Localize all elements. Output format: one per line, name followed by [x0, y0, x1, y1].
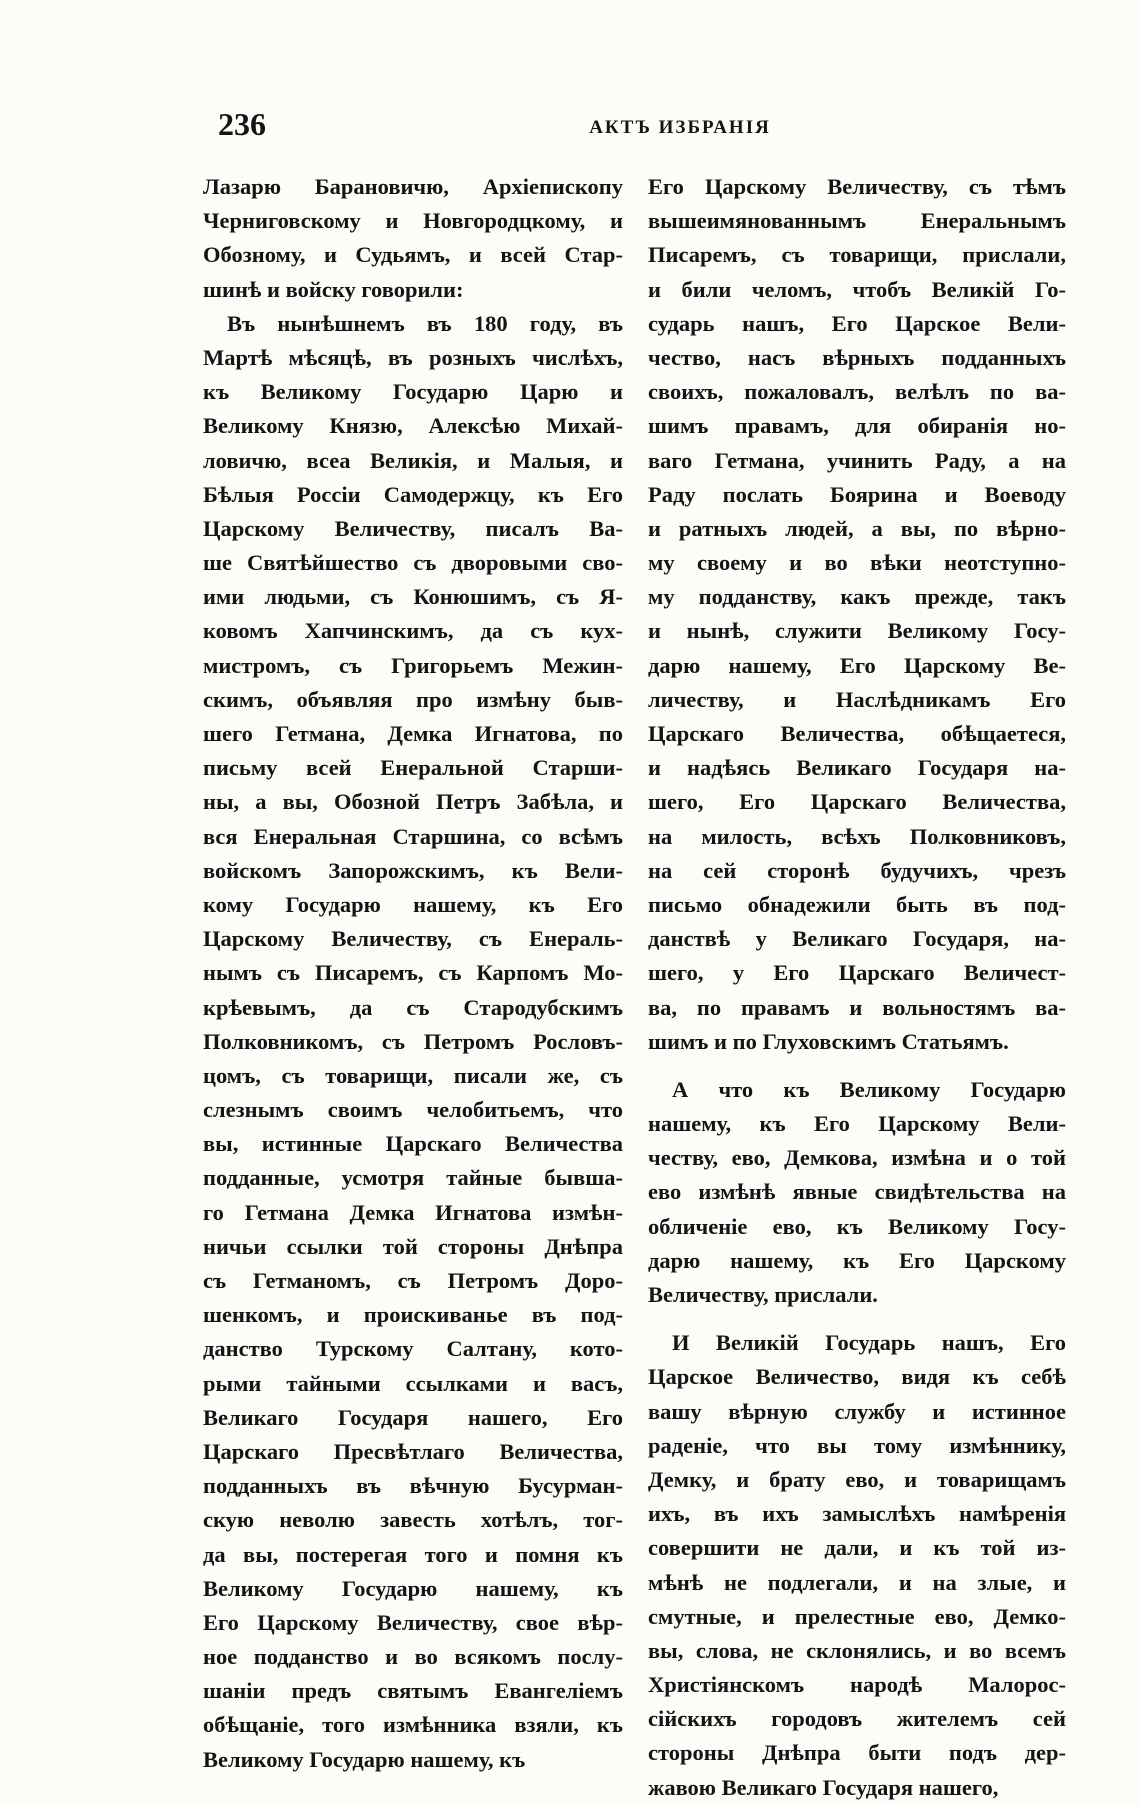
text-line: чество, насъ вѣрныхъ подданныхъ — [648, 344, 1066, 370]
text-line: къ Великому Государю Царю и — [203, 379, 623, 405]
text-line: ими людьми, съ Конюшимъ, съ Я- — [203, 584, 623, 610]
text-line: на сей сторонѣ будучихъ, чрезъ — [648, 857, 1066, 883]
text-line: нымъ съ Писаремъ, съ Карпомъ Мо- — [203, 960, 623, 986]
text-line: подданные, усмотря тайные бывша- — [203, 1165, 623, 1191]
text-line: му подданству, какъ прежде, такъ — [648, 584, 1066, 610]
text-line: смутные, и прелестные ево, Демко- — [648, 1603, 1066, 1629]
text-line: Бѣлыя Россiи Самодержцу, къ Его — [203, 481, 623, 507]
text-line: скую неволю завесть хотѣлъ, тог- — [203, 1507, 623, 1533]
right-text-column — [648, 170, 1066, 1805]
text-line: ное подданство и во всякомъ послу- — [203, 1644, 623, 1670]
text-line: Царскому Величеству, писалъ Ва- — [203, 515, 623, 541]
text-line: обличенiе ево, къ Великому Госу- — [648, 1213, 1066, 1239]
text-line: рыми тайными ссылками и васъ, — [203, 1370, 623, 1396]
text-line: вашу вѣрную службу и истинное — [648, 1398, 1066, 1424]
text-line: данствѣ у Великаго Государя, на- — [648, 926, 1066, 952]
text-line: ковомъ Хапчинскимъ, да съ кух- — [203, 618, 623, 644]
text-line: Раду послать Боярина и Воеводу — [648, 481, 1066, 507]
text-line: го Гетмана Демка Игнатова измѣн- — [203, 1199, 623, 1225]
text-line: дарю нашему, къ Его Царскому — [648, 1247, 1066, 1273]
text-line: мистромъ, съ Григорьемъ Межин- — [203, 652, 623, 678]
text-line: крѣевымъ, да съ Стародубскимъ — [203, 994, 623, 1020]
text-line: шего Гетмана, Демка Игнатова, по — [203, 721, 623, 746]
text-line: письму всей Енеральной Старши- — [203, 755, 623, 781]
text-line: Писаремъ, съ товарищи, прислали, — [648, 242, 1066, 268]
text-line: письмо обнадежили быть въ под- — [648, 891, 1066, 917]
text-line: честву, ево, Демкова, измѣна и о той — [648, 1145, 1066, 1171]
text-line: Демку, и брату ево, и товарищамъ — [648, 1466, 1066, 1492]
text-line: вся Енеральная Старшина, со всѣмъ — [203, 823, 623, 849]
text-line: раденiе, что вы тому измѣннику, — [648, 1432, 1066, 1458]
text-line: на милость, всѣхъ Полковниковъ, — [648, 823, 1066, 849]
text-line: мѣнѣ не подлегали, и на злые, и — [648, 1569, 1066, 1595]
text-line: Его Царскому Величеству, свое вѣр- — [203, 1609, 623, 1635]
text-line: кому Государю нашему, къ Его — [203, 891, 623, 917]
paragraph-gap — [648, 1059, 1066, 1073]
text-line: шего, у Его Царскаго Величест- — [648, 960, 1066, 986]
text-line: цомъ, съ товарищи, писали же, съ — [203, 1062, 623, 1088]
text-line: Царскаго Пресвѣтлаго Величества, — [203, 1438, 623, 1464]
text-line: ва, по правамъ и вольностямъ ва- — [648, 994, 1066, 1020]
text-line: съ Гетманомъ, съ Петромъ Доро- — [203, 1268, 623, 1293]
text-line: ше Святѣйшество съ дворовыми сво- — [203, 550, 623, 576]
text-line: ничьи ссылки той стороны Днѣпра — [203, 1233, 623, 1259]
left-text-column — [203, 170, 623, 1777]
text-line: вы, слова, не склонялись, и во всемъ — [648, 1637, 1066, 1663]
text-line: данство Турскому Салтану, кото- — [203, 1336, 623, 1362]
text-line: обѣщанiе, того измѣнника взяли, къ — [203, 1712, 623, 1738]
text-line: шинѣ и войску говорили: — [203, 276, 464, 302]
text-line: Царскому Величеству, съ Енераль- — [203, 926, 623, 952]
text-line: стороны Днѣпра быти подъ дер- — [648, 1740, 1066, 1766]
text-line: Великому Князю, Алексѣю Михай- — [203, 413, 623, 439]
text-line: и надѣясь Великаго Государя на- — [648, 755, 1066, 781]
text-line: Обозному, и Судьямъ, и всей Стар- — [203, 242, 623, 268]
text-line: Его Царскому Величеству, съ тѣмъ — [648, 174, 1066, 199]
text-line: сударь нашъ, Его Царское Вели- — [648, 310, 1066, 336]
text-line: Мартѣ мѣсяцѣ, въ розныхъ числѣхъ, — [203, 344, 623, 370]
text-line: вышеимянованнымъ Енеральнымъ — [648, 208, 1066, 234]
text-line: сiйскихъ городовъ жителемъ сей — [648, 1706, 1066, 1732]
text-line: ваго Гетмана, учинить Раду, а на — [648, 447, 1066, 473]
text-line: и ратныхъ людей, а вы, по вѣрно- — [648, 515, 1066, 541]
page-number: 236 — [218, 106, 266, 142]
text-line: и били челомъ, чтобъ Великiй Го- — [648, 276, 1066, 302]
text-line: Величеству, прислали. — [648, 1282, 878, 1307]
paragraph-gap — [648, 1312, 1066, 1326]
text-line: Царское Величество, видя къ себѣ — [648, 1364, 1066, 1390]
text-line: жавою Великаго Государя нашего, — [648, 1774, 999, 1800]
text-line: и нынѣ, служити Великому Госу- — [648, 618, 1066, 644]
text-line: Великому Государю нашему, къ — [203, 1746, 526, 1772]
text-line: му своему и во вѣки неотступно- — [648, 550, 1066, 576]
text-line: да вы, постерегая того и помня къ — [203, 1541, 623, 1567]
text-line: А что къ Великому Государю — [672, 1076, 1066, 1102]
text-line: И Великiй Государь нашъ, Его — [672, 1330, 1066, 1356]
text-line: слезнымъ своимъ челобитьемъ, что — [203, 1097, 623, 1123]
text-line: личеству, и Наслѣдникамъ Его — [648, 686, 1066, 712]
text-line: шенкомъ, и проискиванье въ под- — [203, 1302, 623, 1328]
text-line: вы, истинные Царскаго Величества — [203, 1131, 623, 1157]
text-line: шимъ правамъ, для обиранiя но- — [648, 413, 1066, 439]
text-line: подданныхъ въ вѣчную Бусурман- — [203, 1473, 623, 1499]
text-line: шанiи предъ святымъ Евангелiемъ — [203, 1678, 623, 1704]
text-line: ловичю, всеа Великiя, и Малыя, и — [203, 447, 623, 473]
text-line: Великому Государю нашему, къ — [203, 1575, 623, 1601]
text-line: Христiянскомъ народѣ Малорос- — [648, 1672, 1066, 1698]
text-line: скимъ, объявляя про измѣну быв- — [203, 686, 623, 712]
running-head: АКТЪ ИЗБРАНIЯ — [589, 117, 771, 138]
text-line: шего, Его Царскаго Величества, — [648, 789, 1066, 815]
text-line: дарю нашему, Его Царскому Ве- — [648, 652, 1066, 678]
text-line: Полковникомъ, съ Петромъ Рословъ- — [203, 1028, 623, 1054]
text-line: совершити не дали, и къ той из- — [648, 1535, 1066, 1561]
text-line: Черниговскому и Новгородцкому, и — [203, 208, 623, 234]
text-line: войскомъ Запорожскимъ, къ Вели- — [203, 857, 623, 883]
text-line: ево измѣнѣ явные свидѣтельства на — [648, 1179, 1066, 1205]
text-line: ны, а вы, Обозной Петръ Забѣла, и — [203, 789, 623, 815]
text-line: нашему, къ Его Царскому Вели- — [648, 1111, 1066, 1137]
text-line: Въ нынѣшнемъ въ 180 году, въ — [227, 310, 623, 336]
text-line: шимъ и по Глуховскимъ Статьямъ. — [648, 1028, 1009, 1054]
text-line: ихъ, въ ихъ замыслѣхъ намѣренiя — [648, 1501, 1066, 1527]
text-line: своихъ, пожаловалъ, велѣлъ по ва- — [648, 379, 1066, 405]
text-line: Великаго Государя нашего, Его — [203, 1404, 623, 1430]
text-line: Лазарю Барановичю, Архiепископу — [203, 174, 623, 199]
text-line: Царскаго Величества, обѣщаетеся, — [648, 721, 1066, 746]
